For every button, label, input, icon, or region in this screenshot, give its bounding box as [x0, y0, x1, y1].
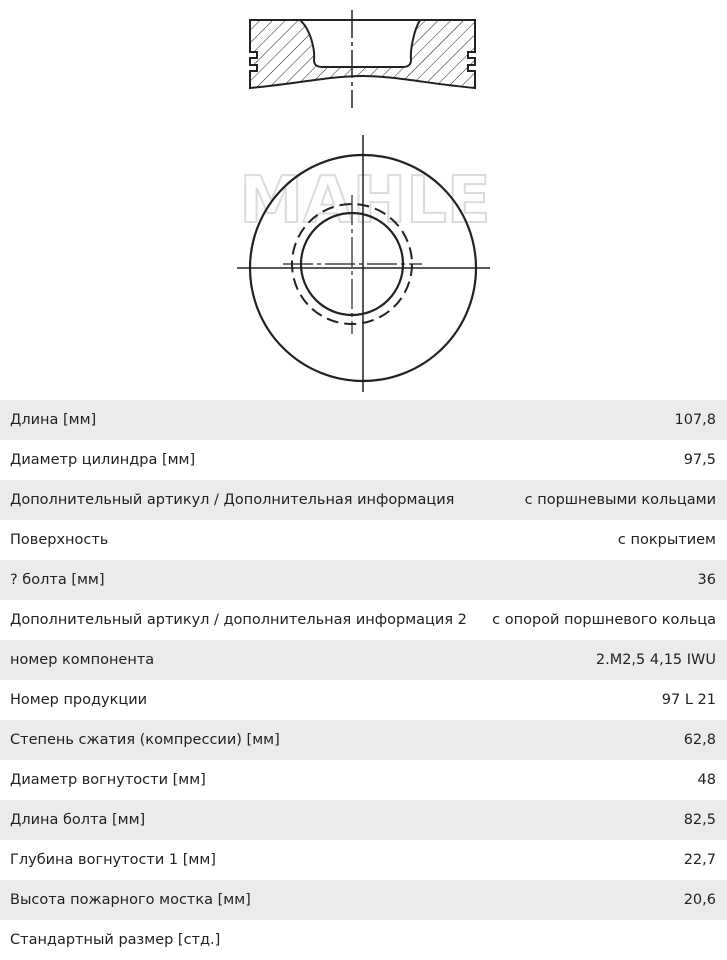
spec-label: Диаметр вогнутости [мм] [10, 772, 206, 788]
spec-row [0, 800, 727, 840]
spec-row [0, 560, 727, 600]
spec-label: Диаметр цилиндра [мм] [10, 452, 196, 468]
spec-value: 62,8 [683, 732, 716, 748]
spec-value: с покрытием [617, 532, 716, 548]
spec-row [0, 920, 727, 960]
spec-row [0, 400, 727, 440]
watermark-text: MAHLE [239, 164, 491, 238]
spec-value: 36 [697, 572, 716, 588]
spec-row [0, 840, 727, 880]
spec-label: Номер продукции [10, 692, 148, 708]
spec-value: 82,5 [683, 812, 716, 828]
piston-bowl [300, 20, 420, 67]
spec-value: 97,5 [683, 452, 716, 468]
piston-technical-drawing [0, 0, 727, 400]
spec-label: номер компонента [10, 652, 155, 668]
spec-value: 2.M2,5 4,15 IWU [595, 652, 716, 668]
spec-label: Дополнительный артикул / дополнительная информация 2 [10, 612, 467, 628]
spec-label: Длина болта [мм] [10, 812, 146, 828]
spec-row [0, 600, 727, 640]
spec-row [0, 480, 727, 520]
spec-row [0, 680, 727, 720]
spec-label: ? болта [мм] [10, 572, 105, 588]
piston-drawing [0, 0, 727, 400]
spec-label: Степень сжатия (компрессии) [мм] [10, 732, 280, 748]
spec-value: 107,8 [674, 412, 716, 428]
spec-label: Глубина вогнутости 1 [мм] [10, 852, 216, 868]
spec-row [0, 440, 727, 480]
spec-label: Длина [мм] [10, 412, 97, 428]
spec-row [0, 720, 727, 760]
spec-label: Стандартный размер [стд.] [10, 932, 221, 948]
spec-label: Высота пожарного мостка [мм] [10, 892, 251, 908]
spec-row [0, 520, 727, 560]
spec-row [0, 640, 727, 680]
spec-value: с опорой поршневого кольца [492, 612, 716, 628]
spec-row [0, 880, 727, 920]
spec-value: с поршневыми кольцами [524, 492, 716, 508]
spec-label: Дополнительный артикул / Дополнительная информация [10, 492, 455, 508]
spec-value: 22,7 [683, 852, 716, 868]
specifications-table [0, 400, 727, 960]
piston-section-view [250, 10, 475, 108]
spec-value: 48 [697, 772, 716, 788]
spec-value: 20,6 [683, 892, 716, 908]
spec-row [0, 760, 727, 800]
spec-label: Поверхность [10, 532, 109, 548]
spec-value: 97 L 21 [661, 692, 716, 708]
